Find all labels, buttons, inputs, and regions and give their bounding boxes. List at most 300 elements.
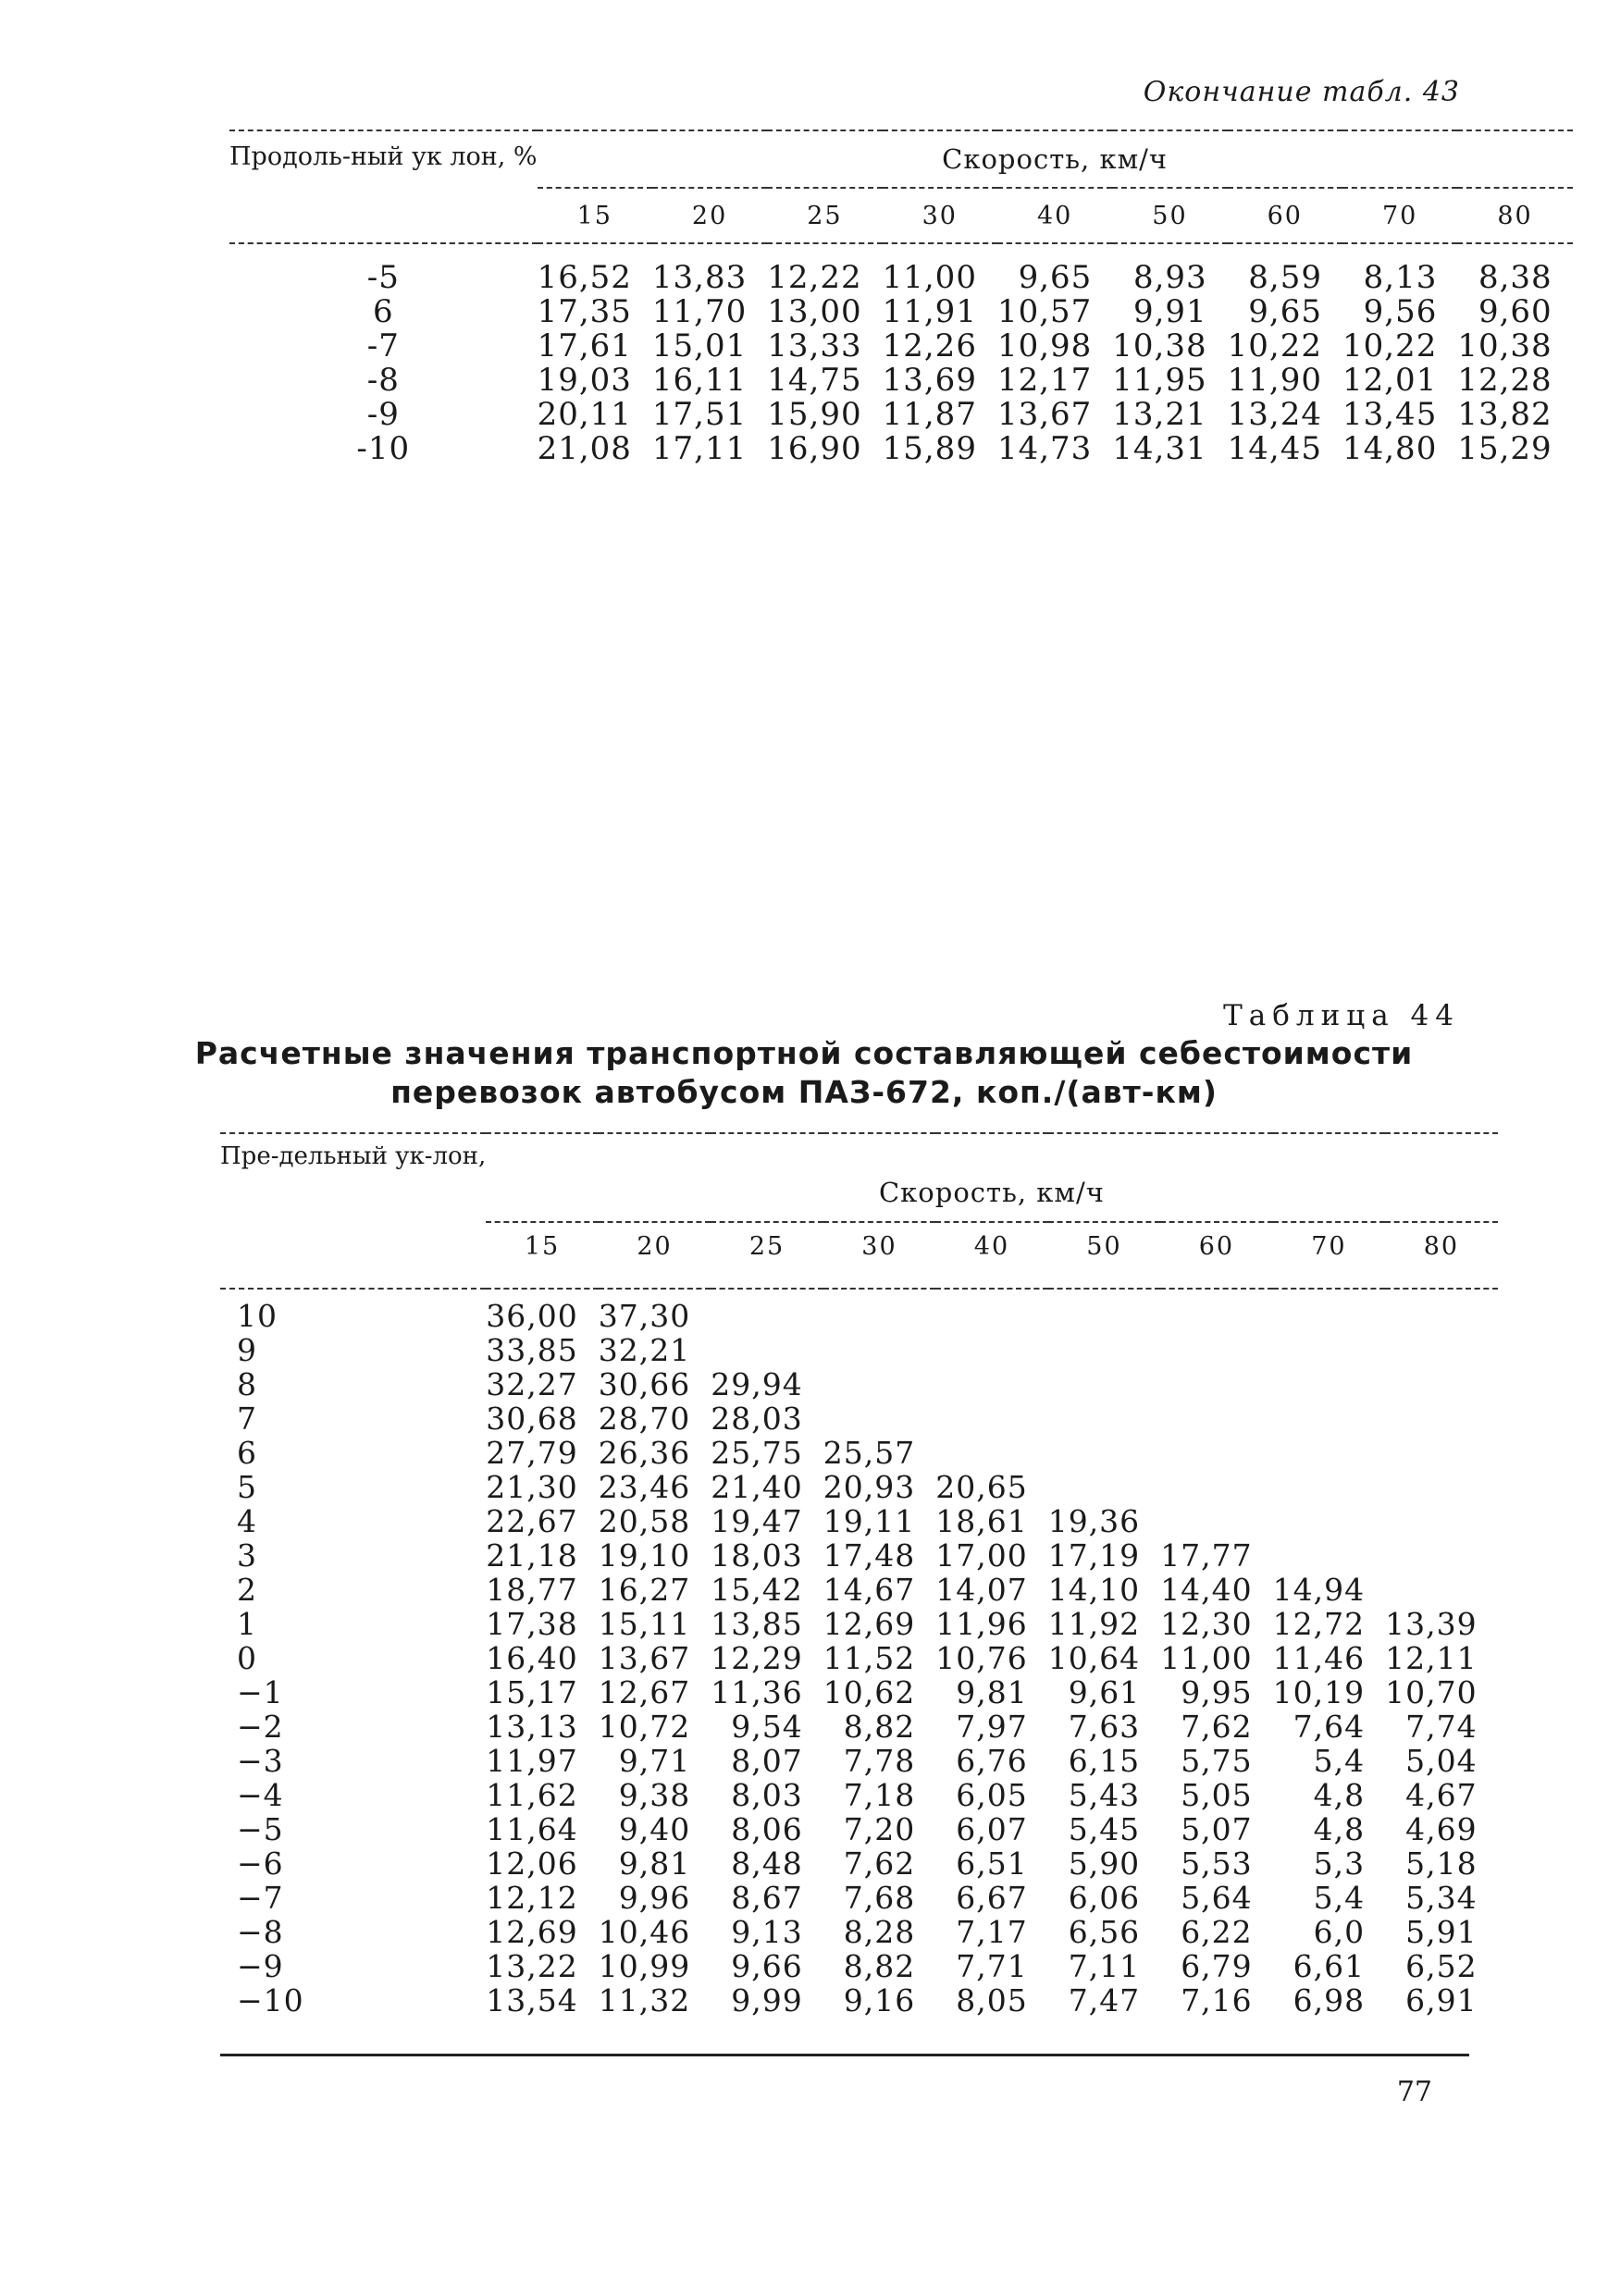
speed-header-cell: 15 (486, 1222, 598, 1289)
value-cell: 6,76 (956, 1743, 1028, 1779)
value-cell (1048, 1401, 1160, 1436)
table-row (220, 1983, 1498, 2018)
value-cell: 11,96 (935, 1606, 1028, 1642)
value-cell: 25,57 (823, 1435, 916, 1471)
slope-cell: −6 (237, 1845, 284, 1882)
value-cell: 11,70 (651, 293, 748, 330)
value-cell: 17,61 (537, 327, 632, 364)
value-cell: 37,30 (598, 1298, 691, 1334)
value-cell: 9,38 (618, 1777, 691, 1813)
slope-cell: 1 (237, 1606, 257, 1642)
value-cell: 12,12 (486, 1880, 578, 1916)
slope-cell: −7 (237, 1880, 284, 1916)
speed-header-cell: 50 (1048, 1222, 1160, 1289)
slope-cell: 6 (237, 1435, 257, 1471)
table-row (220, 1504, 1498, 1538)
value-cell: 17,19 (1047, 1537, 1141, 1574)
value-cell: 12,29 (711, 1640, 803, 1676)
value-cell: 8,59 (1248, 259, 1322, 296)
table-row (220, 1367, 1498, 1401)
value-cell: 21,18 (486, 1537, 578, 1574)
value-cell: 14,10 (1047, 1572, 1141, 1608)
value-cell: 14,94 (1272, 1572, 1366, 1608)
value-cell: 13,67 (996, 396, 1093, 433)
slope-cell: −1 (237, 1674, 284, 1710)
value-cell (1273, 1470, 1385, 1504)
value-cell: 19,47 (711, 1503, 803, 1539)
value-cell: 13,85 (711, 1606, 803, 1642)
slope-cell: -7 (366, 327, 400, 364)
group-header: Скорость, км/ч (878, 1177, 1105, 1208)
slope-cell: 10 (237, 1298, 278, 1334)
value-cell: 6,79 (1181, 1948, 1253, 1984)
speed-header-cell: 25 (767, 188, 882, 243)
value-cell: 11,32 (598, 1982, 691, 2018)
value-cell (1160, 1333, 1272, 1367)
value-cell: 10,46 (598, 1914, 691, 1950)
value-cell: 14,73 (996, 430, 1093, 467)
value-cell: 11,87 (882, 396, 977, 433)
value-cell: 25,75 (711, 1435, 803, 1471)
value-cell: 5,75 (1181, 1743, 1253, 1779)
value-cell: 7,16 (1181, 1982, 1253, 2018)
value-cell: 5,05 (1181, 1777, 1253, 1813)
value-cell: 9,96 (618, 1880, 691, 1916)
speed-header-cell: 80 (1385, 1222, 1497, 1289)
value-cell: 10,38 (1112, 327, 1207, 364)
value-cell: 15,01 (651, 327, 748, 364)
table-row (220, 1470, 1498, 1504)
value-cell (1385, 1436, 1497, 1470)
value-cell: 10,19 (1272, 1674, 1366, 1710)
value-cell: 13,67 (598, 1640, 691, 1676)
value-cell: 5,91 (1405, 1914, 1478, 1950)
value-cell: 11,62 (486, 1777, 578, 1813)
value-cell: 9,65 (1248, 293, 1322, 330)
value-cell: 13,83 (651, 259, 748, 296)
speed-header-cell: 50 (1112, 188, 1227, 243)
row-header: Пре-дельный ук-лон, (220, 1133, 486, 1289)
value-cell: 18,77 (486, 1572, 578, 1608)
value-cell: 9,40 (618, 1811, 691, 1847)
value-cell: 7,18 (843, 1777, 916, 1813)
table-row (229, 432, 1573, 466)
value-cell (1273, 1333, 1385, 1367)
value-cell: 10,22 (1227, 327, 1322, 364)
table-row (220, 1641, 1498, 1675)
value-cell: 5,34 (1405, 1880, 1478, 1916)
slope-cell: -8 (366, 362, 400, 399)
value-cell: 9,65 (1018, 259, 1093, 296)
value-cell: 7,47 (1068, 1982, 1141, 2018)
value-cell: 12,72 (1272, 1606, 1366, 1642)
value-cell: 13,22 (486, 1948, 578, 1984)
value-cell: 7,97 (956, 1709, 1028, 1745)
value-cell: 13,45 (1342, 396, 1438, 433)
value-cell (1160, 1470, 1272, 1504)
value-cell (1385, 1573, 1497, 1607)
value-cell: 4,67 (1405, 1777, 1478, 1813)
value-cell: 4,69 (1405, 1811, 1478, 1847)
value-cell (1385, 1333, 1497, 1367)
value-cell: 30,68 (486, 1401, 578, 1437)
speed-header-cell: 20 (599, 1222, 711, 1289)
value-cell: 10,70 (1385, 1674, 1478, 1710)
value-cell: 8,38 (1478, 259, 1552, 296)
value-cell: 7,64 (1293, 1709, 1366, 1745)
value-cell: 20,65 (935, 1469, 1028, 1505)
table-row (220, 1436, 1498, 1470)
value-cell: 6,61 (1293, 1948, 1366, 1984)
value-cell: 13,13 (486, 1709, 578, 1745)
speed-header-cell: 30 (883, 188, 997, 243)
table-44 (220, 1132, 1498, 2018)
value-cell: 13,39 (1385, 1606, 1478, 1642)
value-cell: 11,46 (1272, 1640, 1366, 1676)
value-cell: 13,69 (882, 362, 977, 399)
value-cell: 17,48 (823, 1537, 916, 1574)
speed-header-cell: 15 (538, 188, 652, 243)
table-body (220, 1289, 1498, 2018)
value-cell: 20,11 (537, 396, 632, 433)
value-cell: 9,71 (618, 1743, 691, 1779)
value-cell: 6,98 (1293, 1982, 1366, 2018)
value-cell: 7,11 (1068, 1948, 1141, 1984)
value-cell: 10,64 (1047, 1640, 1141, 1676)
value-cell: 11,00 (882, 259, 977, 296)
value-cell: 12,22 (767, 259, 862, 296)
value-cell: 9,16 (843, 1982, 916, 2018)
table-row (220, 1744, 1498, 1778)
value-cell: 16,40 (486, 1640, 578, 1676)
value-cell: 12,30 (1160, 1606, 1253, 1642)
table-title-line: Расчетные значения транспортной составляющей себестоимости (194, 1035, 1414, 1071)
value-cell: 5,3 (1313, 1845, 1366, 1882)
value-cell: 10,38 (1457, 327, 1552, 364)
value-cell (1385, 1504, 1497, 1538)
table-43 (229, 130, 1573, 466)
value-cell: 14,07 (935, 1572, 1028, 1608)
value-cell: 5,18 (1405, 1845, 1478, 1882)
value-cell: 4,8 (1313, 1811, 1366, 1847)
table-row (220, 1573, 1498, 1607)
value-cell: 10,57 (996, 293, 1093, 330)
value-cell (935, 1436, 1047, 1470)
continuation-label: Окончание табл. 43 (1143, 76, 1460, 108)
value-cell: 7,63 (1068, 1709, 1141, 1745)
value-cell: 9,13 (731, 1914, 803, 1950)
value-cell: 19,10 (598, 1537, 691, 1574)
value-cell: 8,82 (843, 1948, 916, 1984)
value-cell: 6,56 (1068, 1914, 1141, 1950)
value-cell: 13,21 (1112, 396, 1207, 433)
value-cell: 21,30 (486, 1469, 578, 1505)
value-cell: 8,07 (731, 1743, 803, 1779)
value-cell: 10,62 (823, 1674, 916, 1710)
value-cell: 13,82 (1457, 396, 1552, 433)
value-cell: 10,22 (1342, 327, 1438, 364)
value-cell: 12,06 (486, 1845, 578, 1882)
bottom-rule (220, 2054, 1469, 2056)
value-cell: 13,33 (767, 327, 862, 364)
value-cell (1273, 1289, 1385, 1333)
value-cell: 8,93 (1132, 259, 1207, 296)
value-cell: 16,52 (537, 259, 632, 296)
table-row (220, 1607, 1498, 1641)
value-cell: 29,94 (711, 1366, 803, 1402)
value-cell (711, 1289, 823, 1333)
value-cell (1273, 1538, 1385, 1573)
value-cell: 11,36 (711, 1674, 803, 1710)
value-cell: 6,07 (956, 1811, 1028, 1847)
value-cell: 6,06 (1068, 1880, 1141, 1916)
value-cell: 11,92 (1047, 1606, 1141, 1642)
speed-header-cell: 25 (711, 1222, 823, 1289)
slope-cell: −9 (237, 1948, 284, 1984)
value-cell: 5,07 (1181, 1811, 1253, 1847)
value-cell: 19,36 (1047, 1503, 1141, 1539)
value-cell: 12,67 (598, 1674, 691, 1710)
value-cell: 16,27 (598, 1572, 691, 1608)
table-row (220, 1915, 1498, 1949)
value-cell: 4,8 (1313, 1777, 1366, 1813)
value-cell: 10,98 (996, 327, 1093, 364)
table-row (229, 295, 1573, 329)
value-cell: 11,91 (882, 293, 977, 330)
value-cell: 17,38 (486, 1606, 578, 1642)
value-cell: 15,29 (1457, 430, 1552, 467)
value-cell (1385, 1470, 1497, 1504)
value-cell: 16,11 (651, 362, 748, 399)
value-cell: 17,77 (1160, 1537, 1253, 1574)
speed-header-cell: 70 (1273, 1222, 1385, 1289)
value-cell: 12,26 (882, 327, 977, 364)
value-cell: 6,22 (1181, 1914, 1253, 1950)
slope-cell: 0 (237, 1640, 257, 1676)
table-title-line: перевозок автобусом ПАЗ-672, коп./(авт-км) (390, 1074, 1218, 1110)
value-cell: 8,82 (843, 1709, 916, 1745)
value-cell: 6,15 (1068, 1743, 1141, 1779)
value-cell: 7,71 (956, 1948, 1028, 1984)
value-cell: 13,24 (1227, 396, 1322, 433)
value-cell: 8,05 (956, 1982, 1028, 2018)
slope-cell: −8 (237, 1914, 284, 1950)
table-row (229, 398, 1573, 432)
value-cell (1048, 1367, 1160, 1401)
value-cell: 20,58 (598, 1503, 691, 1539)
speed-header-cell: 40 (935, 1222, 1047, 1289)
value-cell: 11,90 (1227, 362, 1322, 399)
value-cell: 11,95 (1112, 362, 1207, 399)
table-number: Таблица 44 (1223, 999, 1460, 1032)
value-cell: 28,03 (711, 1401, 803, 1437)
value-cell: 12,69 (486, 1914, 578, 1950)
value-cell: 14,45 (1227, 430, 1322, 467)
value-cell: 6,67 (956, 1880, 1028, 1916)
value-cell: 32,21 (598, 1332, 691, 1368)
value-cell: 7,68 (843, 1880, 916, 1916)
slope-cell: 2 (237, 1572, 257, 1608)
speed-header-cell: 30 (823, 1222, 935, 1289)
value-cell (823, 1367, 935, 1401)
value-cell: 14,67 (823, 1572, 916, 1608)
slope-cell: -9 (366, 396, 400, 433)
value-cell: 14,31 (1112, 430, 1207, 467)
value-cell (823, 1289, 935, 1333)
value-cell: 18,61 (935, 1503, 1028, 1539)
value-cell (1160, 1504, 1272, 1538)
value-cell: 17,51 (651, 396, 748, 433)
value-cell (711, 1333, 823, 1367)
value-cell: 15,42 (711, 1572, 803, 1608)
value-cell (1385, 1289, 1497, 1333)
value-cell: 32,27 (486, 1366, 578, 1402)
value-cell: 5,43 (1068, 1777, 1141, 1813)
slope-cell: 7 (237, 1401, 257, 1437)
speed-header-cell: 70 (1342, 188, 1457, 243)
value-cell: 13,00 (767, 293, 862, 330)
value-cell (1273, 1436, 1385, 1470)
value-cell: 8,48 (731, 1845, 803, 1882)
value-cell: 11,00 (1160, 1640, 1253, 1676)
value-cell (823, 1401, 935, 1436)
value-cell: 21,40 (711, 1469, 803, 1505)
slope-cell: −2 (237, 1709, 284, 1745)
value-cell: 8,67 (731, 1880, 803, 1916)
value-cell: 12,69 (823, 1606, 916, 1642)
table-row (220, 1401, 1498, 1436)
value-cell: 5,4 (1313, 1880, 1366, 1916)
value-cell: 14,40 (1160, 1572, 1253, 1608)
table-row (229, 243, 1573, 295)
value-cell: 18,03 (711, 1537, 803, 1574)
value-cell: 7,62 (843, 1845, 916, 1882)
value-cell: 5,04 (1405, 1743, 1478, 1779)
page-number: 77 (1396, 2076, 1432, 2108)
slope-cell: −4 (237, 1777, 284, 1813)
value-cell: 9,60 (1478, 293, 1552, 330)
value-cell: 23,46 (598, 1469, 691, 1505)
table-row (220, 1333, 1498, 1367)
slope-cell: -5 (366, 259, 400, 296)
speed-header-cell: 60 (1228, 188, 1342, 243)
value-cell: 19,03 (537, 362, 632, 399)
table-row (220, 1778, 1498, 1812)
value-cell: 7,62 (1181, 1709, 1253, 1745)
value-cell: 5,53 (1181, 1845, 1253, 1882)
value-cell: 7,74 (1405, 1709, 1478, 1745)
value-cell: 5,90 (1068, 1845, 1141, 1882)
value-cell: 20,93 (823, 1469, 916, 1505)
value-cell: 17,00 (935, 1537, 1028, 1574)
value-cell (1385, 1401, 1497, 1436)
value-cell (935, 1333, 1047, 1367)
table-row (229, 364, 1573, 398)
slope-cell: 4 (237, 1503, 257, 1539)
value-cell (1160, 1367, 1272, 1401)
value-cell: 14,80 (1342, 430, 1438, 467)
value-cell (1048, 1470, 1160, 1504)
table-row (220, 1949, 1498, 1983)
value-cell: 9,54 (731, 1709, 803, 1745)
value-cell (935, 1401, 1047, 1436)
value-cell: 7,20 (843, 1811, 916, 1847)
speed-header-cell: 20 (652, 188, 767, 243)
value-cell: 27,79 (486, 1435, 578, 1471)
value-cell: 17,35 (537, 293, 632, 330)
value-cell: 6,52 (1405, 1948, 1478, 1984)
speed-header-cell: 60 (1160, 1222, 1272, 1289)
value-cell: 28,70 (598, 1401, 691, 1437)
slope-cell: 6 (372, 293, 394, 330)
value-cell: 21,08 (537, 430, 632, 467)
value-cell (1048, 1289, 1160, 1333)
value-cell: 7,17 (956, 1914, 1028, 1950)
value-cell: 7,78 (843, 1743, 916, 1779)
value-cell: 11,97 (486, 1743, 578, 1779)
table-row (220, 1812, 1498, 1846)
value-cell: 11,64 (486, 1811, 578, 1847)
value-cell: 12,01 (1342, 362, 1438, 399)
value-cell (823, 1333, 935, 1367)
value-cell: 5,4 (1313, 1743, 1366, 1779)
value-cell: 8,13 (1363, 259, 1438, 296)
value-cell (1160, 1289, 1272, 1333)
value-cell (1385, 1367, 1497, 1401)
value-cell (935, 1289, 1047, 1333)
value-cell: 6,05 (956, 1777, 1028, 1813)
value-cell: 10,99 (598, 1948, 691, 1984)
value-cell (1160, 1401, 1272, 1436)
value-cell: 9,95 (1181, 1674, 1253, 1710)
value-cell: 5,45 (1068, 1811, 1141, 1847)
value-cell: 13,54 (486, 1982, 578, 2018)
value-cell: 9,66 (731, 1948, 803, 1984)
value-cell: 33,85 (486, 1332, 578, 1368)
slope-cell: 3 (237, 1537, 257, 1574)
value-cell: 16,90 (767, 430, 862, 467)
value-cell: 19,11 (823, 1503, 916, 1539)
value-cell: 5,64 (1181, 1880, 1253, 1916)
group-header: Скорость, км/ч (942, 143, 1169, 175)
value-cell (1273, 1504, 1385, 1538)
table-body (229, 243, 1573, 466)
slope-cell: 9 (237, 1332, 257, 1368)
table-row (220, 1289, 1498, 1333)
value-cell: 12,28 (1457, 362, 1552, 399)
row-header: Продоль-ный ук лон, % (229, 130, 538, 243)
value-cell (1048, 1436, 1160, 1470)
value-cell: 8,28 (843, 1914, 916, 1950)
slope-cell: −5 (237, 1811, 284, 1847)
table-row (220, 1846, 1498, 1881)
table-row (229, 329, 1573, 364)
speed-header-cell: 40 (997, 188, 1112, 243)
value-cell (935, 1367, 1047, 1401)
value-cell: 14,75 (767, 362, 862, 399)
value-cell: 9,99 (731, 1982, 803, 2018)
value-cell (1273, 1367, 1385, 1401)
speed-header-cell: 80 (1457, 188, 1572, 243)
value-cell: 8,06 (731, 1811, 803, 1847)
table-row (220, 1538, 1498, 1573)
value-cell (1273, 1401, 1385, 1436)
value-cell: 15,90 (767, 396, 862, 433)
value-cell: 10,72 (598, 1709, 691, 1745)
value-cell: 9,56 (1363, 293, 1438, 330)
value-cell: 15,17 (486, 1674, 578, 1710)
slope-cell: 8 (237, 1366, 257, 1402)
